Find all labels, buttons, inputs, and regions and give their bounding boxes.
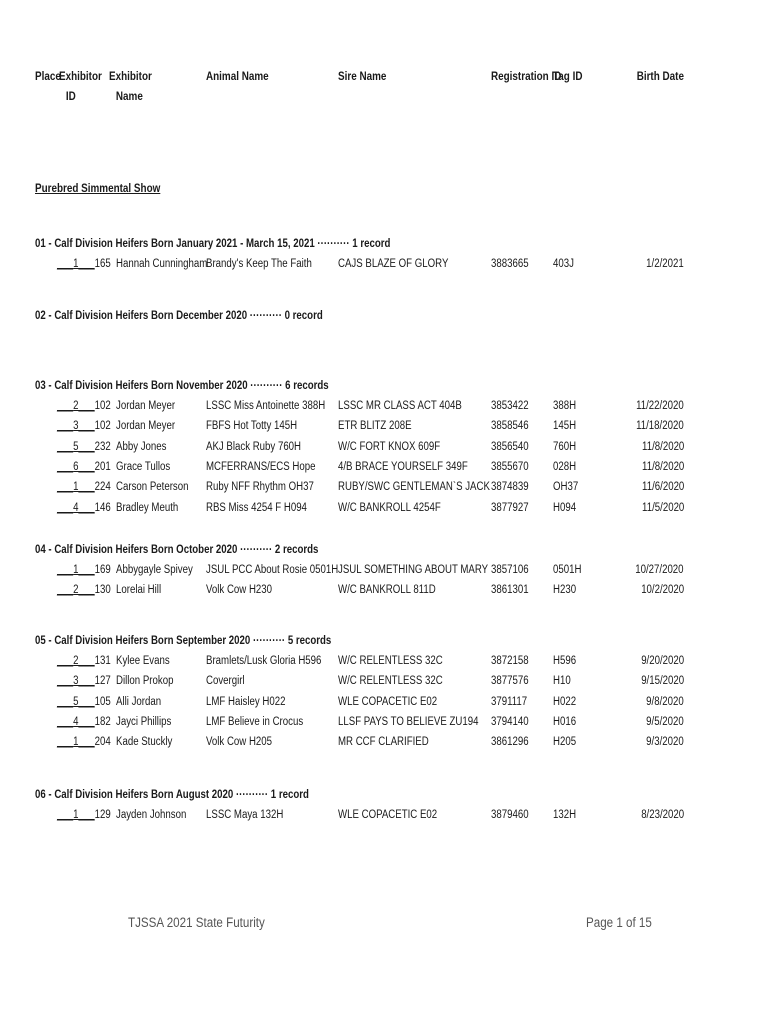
place-value: 2 bbox=[73, 400, 79, 412]
tag-id-cell: 760H bbox=[553, 440, 577, 453]
place-blank-line: ___ bbox=[57, 564, 74, 576]
exhibitor-id-cell: 169 bbox=[94, 564, 111, 576]
place-cell bbox=[57, 714, 111, 730]
sire-name-cell: W/C RELENTLESS 32C bbox=[338, 675, 443, 688]
place-cell bbox=[57, 673, 111, 689]
header-sire-name: Sire Name bbox=[338, 71, 387, 83]
sire-name-cell: ETR BLITZ 208E bbox=[338, 420, 412, 433]
exhibitor-id-cell: 182 bbox=[94, 715, 111, 728]
place-blank-line: ___ bbox=[78, 501, 95, 514]
table-row bbox=[0, 256, 770, 276]
table-row bbox=[0, 479, 770, 499]
tag-id-cell: OH37 bbox=[553, 481, 579, 494]
place-blank-line: ___ bbox=[57, 501, 74, 514]
sire-name-cell: RUBY/SWC GENTLEMAN`S JACK bbox=[338, 481, 490, 494]
place-blank-line: ___ bbox=[78, 440, 95, 453]
header-exhibitor-name-line1: Exhibitor bbox=[109, 71, 152, 83]
place-value: 1 bbox=[73, 481, 79, 494]
exhibitor-name-cell: Jordan Meyer bbox=[116, 420, 176, 433]
birth-date-cell: 8/23/2020 bbox=[641, 809, 684, 821]
table-row bbox=[0, 734, 770, 754]
tag-id-cell: 145H bbox=[553, 420, 577, 433]
table-row bbox=[0, 714, 770, 734]
table-row bbox=[0, 673, 770, 693]
place-blank-line: ___ bbox=[57, 655, 74, 667]
registration-id-cell: 3855670 bbox=[491, 460, 529, 473]
exhibitor-id-cell: 204 bbox=[94, 736, 111, 749]
sire-name-cell: WLE COPACETIC E02 bbox=[338, 809, 438, 821]
registration-id-cell: 3791117 bbox=[491, 695, 528, 708]
tag-id-cell: H596 bbox=[553, 655, 577, 667]
animal-name-cell: LSSC Maya 132H bbox=[206, 809, 284, 821]
sire-name-cell: W/C BANKROLL 811D bbox=[338, 584, 436, 597]
birth-date-cell: 9/20/2020 bbox=[641, 655, 684, 667]
exhibitor-name-cell: Dillon Prokop bbox=[116, 675, 174, 688]
registration-id-cell: 3877927 bbox=[491, 501, 529, 514]
tag-id-cell: H230 bbox=[553, 584, 577, 597]
place-blank-line: ___ bbox=[57, 715, 74, 728]
exhibitor-id-cell: 129 bbox=[94, 809, 111, 821]
table-row bbox=[0, 807, 770, 827]
place-value: 4 bbox=[73, 715, 79, 728]
exhibitor-name-cell: Jordan Meyer bbox=[116, 400, 176, 412]
footer-left: TJSSA 2021 State Futurity bbox=[128, 915, 265, 930]
animal-name-cell: Bramlets/Lusk Gloria H596 bbox=[206, 655, 322, 667]
show-title: Purebred Simmental Show bbox=[35, 183, 161, 195]
sire-name-cell: W/C RELENTLESS 32C bbox=[338, 655, 443, 667]
birth-date-cell: 11/5/2020 bbox=[641, 501, 684, 514]
place-value: 1 bbox=[73, 564, 79, 576]
registration-id-cell: 3861296 bbox=[491, 736, 529, 749]
division-title: 01 - Calf Division Heifers Born January 2021 - March 15, 2021 ·········· 1 record bbox=[35, 238, 391, 250]
registration-id-cell: 3874839 bbox=[491, 481, 529, 494]
animal-name-cell: RBS Miss 4254 F H094 bbox=[206, 501, 307, 514]
place-value: 2 bbox=[73, 655, 79, 667]
table-row bbox=[0, 500, 770, 520]
header-place: Place bbox=[35, 71, 61, 83]
birth-date-cell: 10/27/2020 bbox=[635, 564, 684, 576]
tag-id-cell: H022 bbox=[553, 695, 577, 708]
division-title: 02 - Calf Division Heifers Born December 2020 ·········· 0 record bbox=[35, 310, 323, 322]
place-cell bbox=[57, 734, 111, 750]
table-row bbox=[0, 439, 770, 459]
exhibitor-name-cell: Abby Jones bbox=[116, 440, 167, 453]
exhibitor-id-cell: 232 bbox=[94, 440, 111, 453]
place-blank-line: ___ bbox=[57, 736, 74, 749]
registration-id-cell: 3872158 bbox=[491, 655, 529, 667]
tag-id-cell: 403J bbox=[553, 258, 574, 270]
place-value: 6 bbox=[73, 460, 79, 473]
division-title: 06 - Calf Division Heifers Born August 2020 ·········· 1 record bbox=[35, 789, 309, 801]
tag-id-cell: H094 bbox=[553, 501, 577, 514]
birth-date-cell: 9/5/2020 bbox=[646, 715, 684, 728]
place-value: 1 bbox=[73, 736, 79, 749]
tag-id-cell: 132H bbox=[553, 809, 577, 821]
division-title: 03 - Calf Division Heifers Born November 2020 ·········· 6 records bbox=[35, 380, 329, 392]
header-exhibitor-id bbox=[59, 67, 102, 107]
place-blank-line: ___ bbox=[78, 655, 95, 667]
exhibitor-name-cell: Lorelai Hill bbox=[116, 584, 162, 597]
place-blank-line: ___ bbox=[78, 695, 95, 708]
sire-name-cell: W/C BANKROLL 4254F bbox=[338, 501, 441, 514]
exhibitor-name-cell: Grace Tullos bbox=[116, 460, 171, 473]
header-birth-date: Birth Date bbox=[636, 71, 684, 83]
table-row bbox=[0, 694, 770, 714]
place-cell bbox=[57, 562, 111, 578]
place-blank-line: ___ bbox=[78, 400, 95, 412]
exhibitor-id-cell: 131 bbox=[94, 655, 111, 667]
place-blank-line: ___ bbox=[78, 675, 95, 688]
tag-id-cell: 388H bbox=[553, 400, 577, 412]
exhibitor-name-cell: Kade Stuckly bbox=[116, 736, 173, 749]
exhibitor-id-cell: 127 bbox=[94, 675, 111, 688]
exhibitor-id-cell: 105 bbox=[94, 695, 111, 708]
place-blank-line: ___ bbox=[78, 460, 95, 473]
place-blank-line: ___ bbox=[57, 258, 74, 270]
place-value: 1 bbox=[73, 809, 79, 821]
place-blank-line: ___ bbox=[57, 584, 74, 597]
footer-page-number: Page 1 of 15 bbox=[586, 915, 652, 930]
place-cell bbox=[57, 418, 111, 434]
exhibitor-name-cell: Alli Jordan bbox=[116, 695, 162, 708]
tag-id-cell: 0501H bbox=[553, 564, 582, 576]
exhibitor-name-cell: Hannah Cunningham bbox=[116, 258, 208, 270]
table-row bbox=[0, 562, 770, 582]
place-value: 5 bbox=[73, 695, 79, 708]
registration-id-cell: 3856540 bbox=[491, 440, 529, 453]
header-exhibitor-name bbox=[109, 67, 152, 107]
registration-id-cell: 3794140 bbox=[491, 715, 529, 728]
registration-id-cell: 3858546 bbox=[491, 420, 529, 433]
place-blank-line: ___ bbox=[57, 400, 74, 412]
place-cell bbox=[57, 439, 111, 455]
place-blank-line: ___ bbox=[78, 420, 95, 433]
exhibitor-id-cell: 102 bbox=[94, 420, 111, 433]
birth-date-cell: 9/15/2020 bbox=[641, 675, 684, 688]
animal-name-cell: LMF Believe in Crocus bbox=[206, 715, 304, 728]
table-row bbox=[0, 582, 770, 602]
registration-id-cell: 3853422 bbox=[491, 400, 529, 412]
exhibitor-id-cell: 102 bbox=[94, 400, 111, 412]
place-value: 1 bbox=[73, 258, 79, 270]
place-cell bbox=[57, 582, 111, 598]
exhibitor-id-cell: 201 bbox=[94, 460, 111, 473]
birth-date-cell: 11/8/2020 bbox=[641, 440, 684, 453]
exhibitor-name-cell: Kylee Evans bbox=[116, 655, 170, 667]
exhibitor-id-cell: 146 bbox=[94, 501, 111, 514]
registration-id-cell: 3857106 bbox=[491, 564, 529, 576]
table-row bbox=[0, 459, 770, 479]
header-exhibitor-name-line2: Name bbox=[115, 91, 143, 103]
animal-name-cell: JSUL PCC About Rosie 0501H bbox=[206, 564, 339, 576]
birth-date-cell: 9/3/2020 bbox=[646, 736, 684, 749]
header-exhibitor-id-line1: Exhibitor bbox=[59, 71, 102, 83]
header-animal-name: Animal Name bbox=[206, 71, 269, 83]
exhibitor-id-cell: 130 bbox=[94, 584, 111, 597]
place-cell bbox=[57, 479, 111, 495]
registration-id-cell: 3879460 bbox=[491, 809, 529, 821]
sire-name-cell: CAJS BLAZE OF GLORY bbox=[338, 258, 449, 270]
place-value: 5 bbox=[73, 440, 79, 453]
registration-id-cell: 3861301 bbox=[491, 584, 529, 597]
birth-date-cell: 10/2/2020 bbox=[641, 584, 684, 597]
sire-name-cell: JSUL SOMETHING ABOUT MARY bbox=[338, 564, 489, 576]
animal-name-cell: Volk Cow H230 bbox=[206, 584, 273, 597]
place-blank-line: ___ bbox=[78, 564, 95, 576]
place-blank-line: ___ bbox=[57, 675, 74, 688]
exhibitor-name-cell: Jayden Johnson bbox=[116, 809, 187, 821]
animal-name-cell: MCFERRANS/ECS Hope bbox=[206, 460, 316, 473]
table-row bbox=[0, 418, 770, 438]
exhibitor-name-cell: Bradley Meuth bbox=[116, 501, 179, 514]
tag-id-cell: H016 bbox=[553, 715, 577, 728]
birth-date-cell: 1/2/2021 bbox=[646, 258, 684, 270]
sire-name-cell: 4/B BRACE YOURSELF 349F bbox=[338, 460, 468, 473]
birth-date-cell: 9/8/2020 bbox=[646, 695, 684, 708]
place-blank-line: ___ bbox=[78, 258, 95, 270]
tag-id-cell: H10 bbox=[553, 675, 571, 688]
place-value: 4 bbox=[73, 501, 79, 514]
animal-name-cell: Brandy's Keep The Faith bbox=[206, 258, 312, 270]
place-blank-line: ___ bbox=[78, 715, 95, 728]
exhibitor-name-cell: Carson Peterson bbox=[116, 481, 189, 494]
exhibitor-name-cell: Abbygayle Spivey bbox=[116, 564, 193, 576]
place-blank-line: ___ bbox=[57, 420, 74, 433]
table-row bbox=[0, 653, 770, 673]
place-blank-line: ___ bbox=[78, 584, 95, 597]
animal-name-cell: LMF Haisley H022 bbox=[206, 695, 286, 708]
tag-id-cell: H205 bbox=[553, 736, 577, 749]
exhibitor-name-cell: Jayci Phillips bbox=[116, 715, 172, 728]
animal-name-cell: FBFS Hot Totty 145H bbox=[206, 420, 298, 433]
sire-name-cell: W/C FORT KNOX 609F bbox=[338, 440, 441, 453]
place-blank-line: ___ bbox=[57, 695, 74, 708]
place-blank-line: ___ bbox=[78, 809, 95, 821]
place-cell bbox=[57, 807, 111, 823]
place-cell bbox=[57, 256, 111, 272]
exhibitor-id-cell: 224 bbox=[94, 481, 111, 494]
animal-name-cell: Volk Cow H205 bbox=[206, 736, 273, 749]
registration-id-cell: 3883665 bbox=[491, 258, 529, 270]
sire-name-cell: WLE COPACETIC E02 bbox=[338, 695, 438, 708]
place-cell bbox=[57, 653, 111, 669]
place-cell bbox=[57, 398, 111, 414]
table-row bbox=[0, 398, 770, 418]
header-registration-id: Registration ID bbox=[491, 71, 562, 83]
birth-date-cell: 11/22/2020 bbox=[636, 400, 684, 412]
header-exhibitor-id-line2: ID bbox=[65, 91, 76, 103]
place-blank-line: ___ bbox=[57, 481, 74, 494]
place-blank-line: ___ bbox=[78, 481, 95, 494]
division-title: 04 - Calf Division Heifers Born October 2020 ·········· 2 records bbox=[35, 544, 319, 556]
animal-name-cell: Ruby NFF Rhythm OH37 bbox=[206, 481, 314, 494]
place-cell bbox=[57, 459, 111, 475]
place-value: 3 bbox=[73, 675, 79, 688]
animal-name-cell: AKJ Black Ruby 760H bbox=[206, 440, 302, 453]
sire-name-cell: LSSC MR CLASS ACT 404B bbox=[338, 400, 462, 412]
sire-name-cell: MR CCF CLARIFIED bbox=[338, 736, 429, 749]
animal-name-cell: Covergirl bbox=[206, 675, 245, 688]
place-blank-line: ___ bbox=[57, 809, 74, 821]
birth-date-cell: 11/8/2020 bbox=[641, 460, 684, 473]
exhibitor-id-cell: 165 bbox=[94, 258, 111, 270]
animal-name-cell: LSSC Miss Antoinette 388H bbox=[206, 400, 326, 412]
place-value: 3 bbox=[73, 420, 79, 433]
place-blank-line: ___ bbox=[57, 460, 74, 473]
division-title: 05 - Calf Division Heifers Born September 2020 ·········· 5 records bbox=[35, 635, 332, 647]
place-blank-line: ___ bbox=[78, 736, 95, 749]
header-tag-id: Tag ID bbox=[553, 71, 583, 83]
registration-id-cell: 3877576 bbox=[491, 675, 529, 688]
tag-id-cell: 028H bbox=[553, 460, 577, 473]
birth-date-cell: 11/18/2020 bbox=[636, 420, 684, 433]
place-value: 2 bbox=[73, 584, 79, 597]
birth-date-cell: 11/6/2020 bbox=[641, 481, 684, 494]
place-cell bbox=[57, 500, 111, 516]
sire-name-cell: LLSF PAYS TO BELIEVE ZU194 bbox=[338, 715, 479, 728]
place-blank-line: ___ bbox=[57, 440, 74, 453]
place-cell bbox=[57, 694, 111, 710]
